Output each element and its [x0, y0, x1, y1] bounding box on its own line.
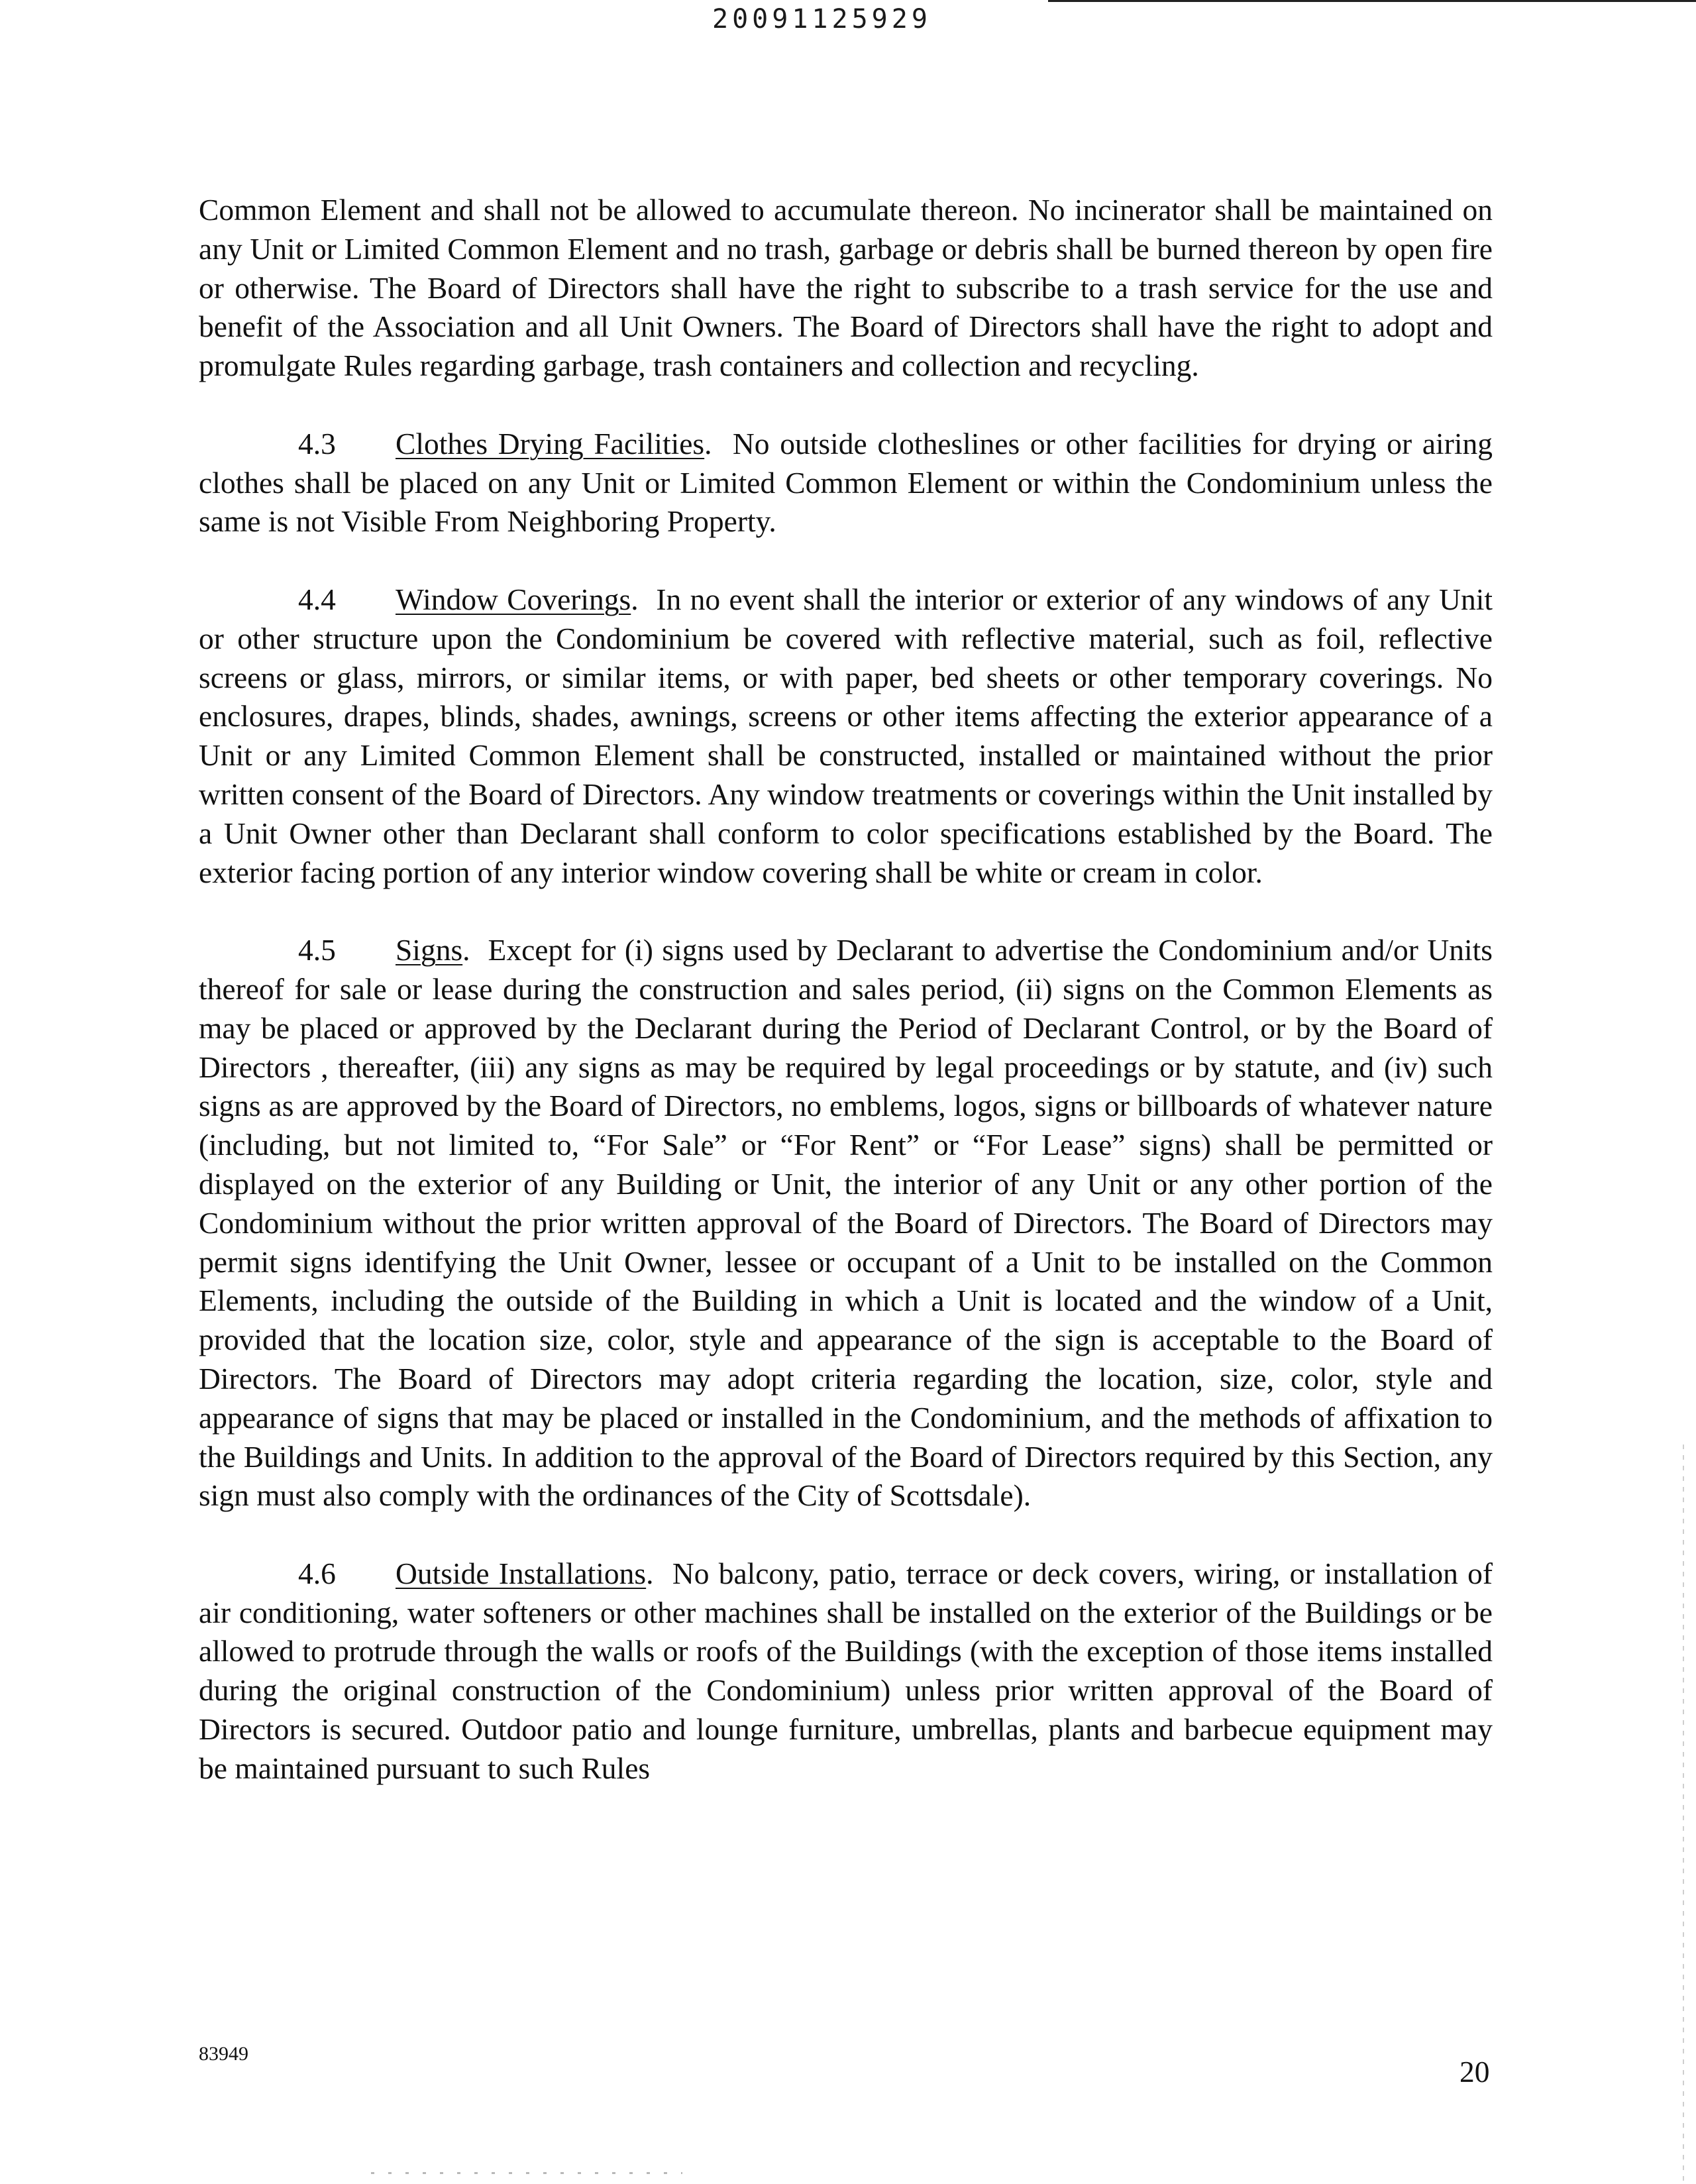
- scan-bottom-artifact: [371, 2172, 682, 2174]
- section-number: 4.6: [298, 1556, 336, 1590]
- section-4-4: 4.4 Window Coverings. In no event shall the interior or exterior of any windows of any Unit or other structure upon the Condominium be covered with reflective material, such as foil, reflective screens or glass, mirrors, or similar items, or with paper, bed sheets or other temporary coverings. No enclosures, drapes, blinds, shades, awnings, screens or other items affecting the exterior appearance of a Unit or any Limited Common Element shall be constructed, installed or maintained without the prior written consent of the Board of Directors. Any window treatments or coverings within the Unit installed by a Unit Owner other than Declarant shall conform to color specifications established by the Board. The exterior facing portion of any interior window covering shall be white or cream in color.: [199, 580, 1493, 892]
- header-rule: [1048, 0, 1696, 2]
- paragraph-text: No balcony, patio, terrace or deck covers, wiring, or installation of air conditioning, water softeners or other machines shall be installed on the exterior of the Buildings or be allowed to protrude through the walls or roofs of the Buildings (with the exception of those items installed during the original construction of the Condominium) unless prior written approval of the Board of Directors is secured. Outdoor patio and lounge furniture, umbrellas, plants and barbecue equipment may be maintained pursuant to such Rules: [199, 1556, 1493, 1785]
- paragraph-continuation: [199, 191, 1493, 386]
- section-4-3: 4.3 Clothes Drying Facilities. No outside clotheslines or other facilities for drying or airing clothes shall be placed on any Unit or Limited Common Element or within the Condominium unless the same is not Visible From Neighboring Property.: [199, 425, 1493, 541]
- section-title: Outside Installations: [396, 1556, 647, 1590]
- section-title: Clothes Drying Facilities: [396, 426, 705, 461]
- section-number: 4.4: [298, 582, 336, 616]
- document-body: [199, 191, 1493, 1827]
- paragraph-text: In no event shall the interior or exterior of any windows of any Unit or other structure upon the Condominium be covered with reflective material, such as foil, reflective screens or glass, mirrors, or similar items, or with paper, bed sheets or other temporary coverings. No enclosures, drapes, blinds, shades, awnings, screens or other items affecting the exterior appearance of a Unit or any Limited Common Element shall be constructed, installed or maintained without the prior written consent of the Board of Directors. Any window treatments or coverings within the Unit installed by a Unit Owner other than Declarant shall conform to color specifications established by the Board. The exterior facing portion of any interior window covering shall be white or cream in color.: [199, 582, 1493, 889]
- section-number: 4.3: [298, 426, 336, 461]
- paragraph-text: No outside clotheslines or other facilities for drying or airing clothes shall be placed on any Unit or Limited Common Element or within the Condominium unless the same is not Visible From Neighboring Property.: [199, 426, 1493, 539]
- paragraph-text: Except for (i) signs used by Declarant to advertise the Condominium and/or Units thereof for sale or lease during the construction and sales period, (ii) signs on the Common Elements as may be placed or approved by the Declarant during the Period of Declarant Control, or by the Board of Directors , thereafter, (iii) any signs as may be required by legal proceedings or by statute, and (iv) such signs as are approved by the Board of Directors, no emblems, logos, signs or billboards of whatever nature (including, but not limited to, “For Sale” or “For Rent” or “For Lease” signs) shall be permitted or displayed on the exterior of any Building or Unit, the interior of any Unit or any other portion of the Condominium without the prior written approval of the Board of Directors. The Board of Directors may permit signs identifying the Unit Owner, lessee or occupant of a Unit to be installed on the Common Elements, including the outside of the Building in which a Unit is located and the window of a Unit, provided that the location size, color, style and appearance of the sign is acceptable to the Board of Directors. The Board of Directors may adopt criteria regarding the location, size, color, style and appearance of signs that may be placed or installed in the Condominium, and the methods of affixation to the Buildings and Units. In addition to the approval of the Board of Directors required by this Section, any sign must also comply with the ordinances of the City of Scottsdale).: [199, 933, 1493, 1513]
- section-number: 4.5: [298, 933, 336, 967]
- page-number: 20: [1459, 2055, 1490, 2089]
- footer-document-id: 83949: [199, 2043, 248, 2065]
- section-title: Window Coverings: [396, 582, 631, 616]
- paragraph-text: Common Element and shall not be allowed to accumulate thereon. No incinerator shall be maintained on any Unit or Limited Common Element and no trash, garbage or debris shall be burned thereon by open fire or otherwise. The Board of Directors shall have the right to subscribe to a trash service for the use and benefit of the Association and all Unit Owners. The Board of Directors shall have the right to adopt and promulgate Rules regarding garbage, trash containers and collection and recycling.: [199, 193, 1493, 383]
- section-4-6: 4.6 Outside Installations. No balcony, patio, terrace or deck covers, wiring, or installation of air conditioning, water softeners or other machines shall be installed on the exterior of the Buildings or be allowed to protrude through the walls or roofs of the Buildings (with the exception of those items installed during the original construction of the Condominium) unless prior written approval of the Board of Directors is secured. Outdoor patio and lounge furniture, umbrellas, plants and barbecue equipment may be maintained pursuant to such Rules: [199, 1555, 1493, 1788]
- section-4-5: 4.5 Signs. Except for (i) signs used by Declarant to advertise the Condominium and/or Units thereof for sale or lease during the construction and sales period, (ii) signs on the Common Elements as may be placed or approved by the Declarant during the Period of Declarant Control, or by the Board of Directors , thereafter, (iii) any signs as may be required by legal proceedings or by statute, and (iv) such signs as are approved by the Board of Directors, no emblems, logos, signs or billboards of whatever nature (including, but not limited to, “For Sale” or “For Rent” or “For Lease” signs) shall be permitted or displayed on the exterior of any Building or Unit, the interior of any Unit or any other portion of the Condominium without the prior written approval of the Board of Directors. The Board of Directors may permit signs identifying the Unit Owner, lessee or occupant of a Unit to be installed on the Common Elements, including the outside of the Building in which a Unit is located and the window of a Unit, provided that the location size, color, style and appearance of the sign is acceptable to the Board of Directors. The Board of Directors may adopt criteria regarding the location, size, color, style and appearance of signs that may be placed or installed in the Condominium, and the methods of affixation to the Buildings and Units. In addition to the approval of the Board of Directors required by this Section, any sign must also comply with the ordinances of the City of Scottsdale).: [199, 931, 1493, 1515]
- recording-number: 20091125929: [712, 4, 931, 34]
- scan-margin-artifact: [1683, 1445, 1684, 2184]
- section-title: Signs: [396, 933, 463, 967]
